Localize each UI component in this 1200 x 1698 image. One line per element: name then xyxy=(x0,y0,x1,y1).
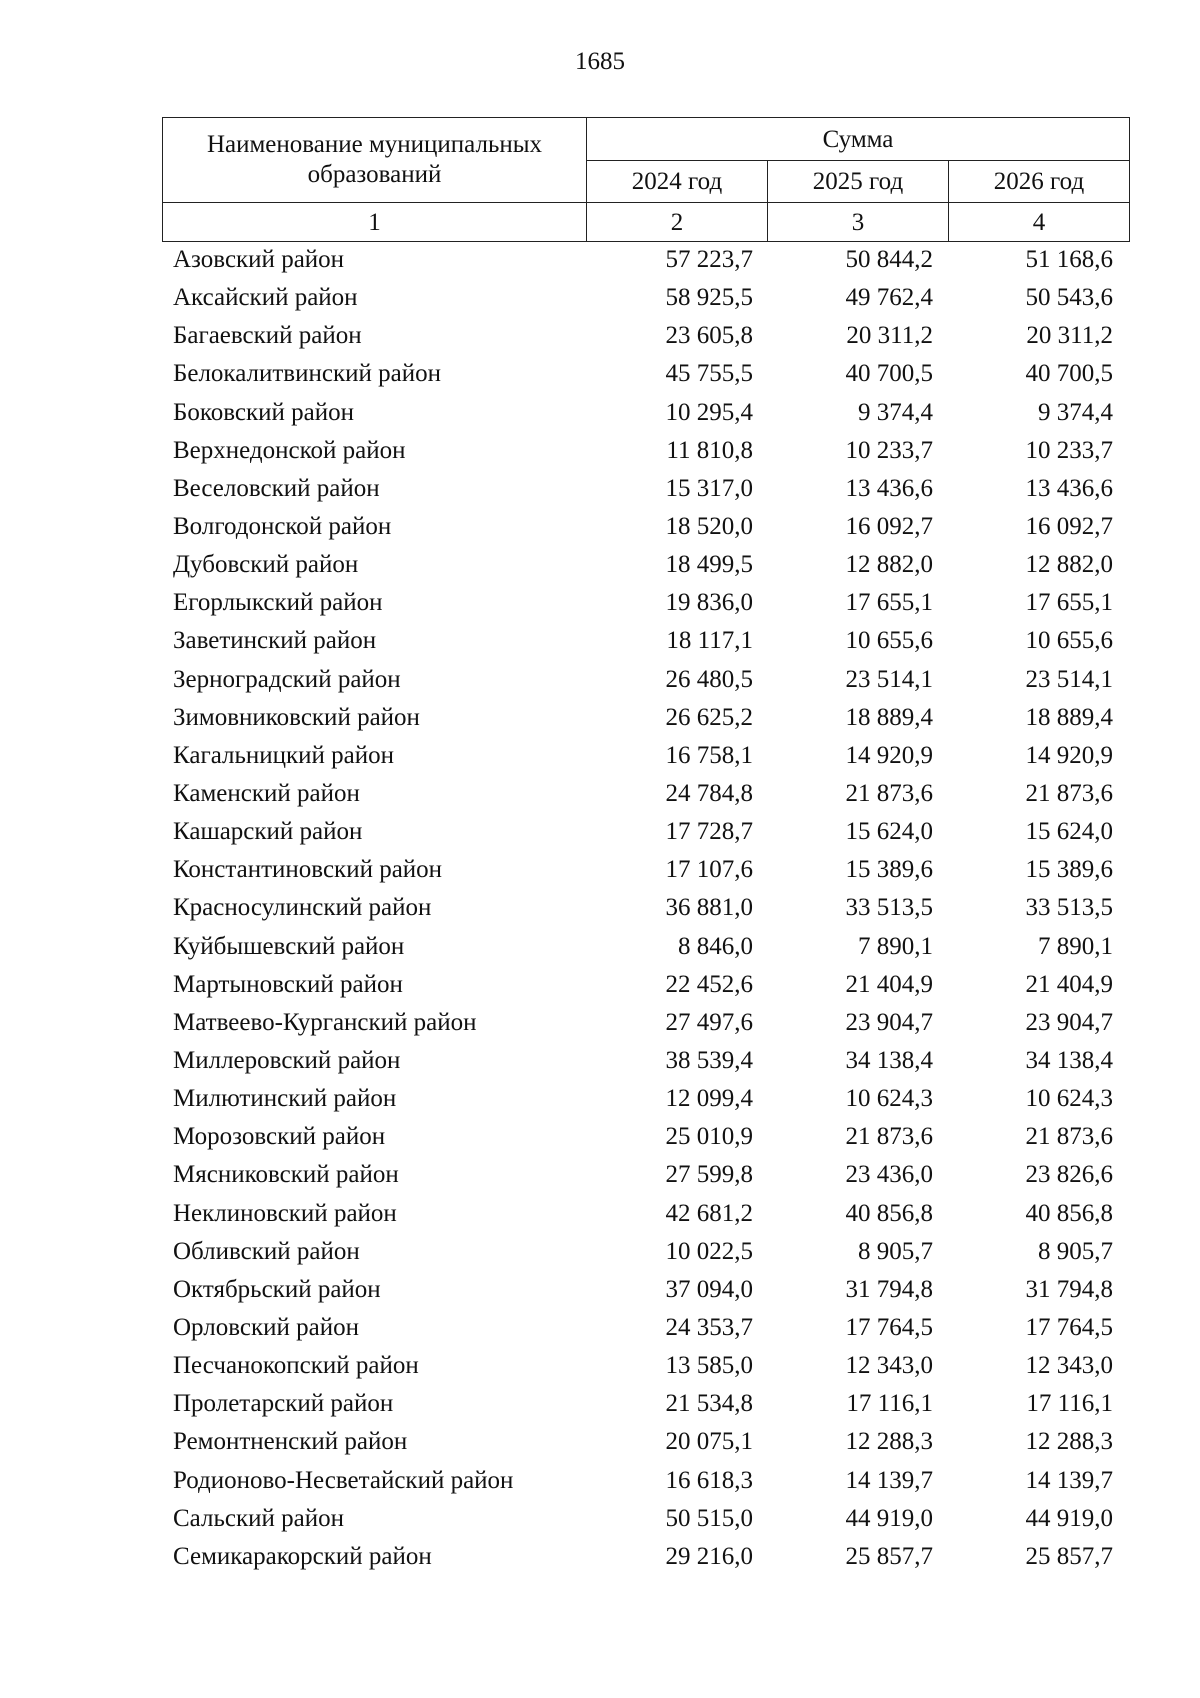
value-2026: 9 374,4 xyxy=(1038,398,1113,426)
value-2025: 13 436,6 xyxy=(845,474,933,502)
value-2024: 36 881,0 xyxy=(665,894,753,922)
column-number-1: 1 xyxy=(163,203,587,242)
value-2026: 12 343,0 xyxy=(1025,1352,1113,1380)
municipality-name: Кашарский район xyxy=(173,818,363,846)
value-2026: 10 624,3 xyxy=(1025,1085,1113,1113)
municipality-name: Песчанокопский район xyxy=(173,1352,419,1380)
municipality-name: Родионово-Несветайский район xyxy=(173,1466,514,1494)
table-row xyxy=(162,699,1124,737)
table-row xyxy=(162,279,1124,317)
value-2024: 10 022,5 xyxy=(665,1237,753,1265)
value-2025: 21 873,6 xyxy=(845,1123,933,1151)
value-2024: 38 539,4 xyxy=(665,1047,753,1075)
value-2026: 25 857,7 xyxy=(1025,1542,1113,1570)
table-row xyxy=(162,1385,1124,1423)
value-2025: 20 311,2 xyxy=(846,322,933,350)
municipality-name: Сальский район xyxy=(173,1504,344,1532)
value-2025: 17 655,1 xyxy=(845,589,933,617)
value-2025: 15 624,0 xyxy=(845,818,933,846)
value-2026: 10 233,7 xyxy=(1025,436,1113,464)
value-2025: 21 404,9 xyxy=(845,970,933,998)
value-2025: 23 904,7 xyxy=(845,1008,933,1036)
municipality-name: Веселовский район xyxy=(173,474,380,502)
municipality-name: Ремонтненский район xyxy=(173,1428,408,1456)
municipality-name: Обливский район xyxy=(173,1237,360,1265)
column-number-4: 4 xyxy=(949,203,1130,242)
value-2026: 16 092,7 xyxy=(1025,513,1113,541)
table-row xyxy=(162,1462,1124,1500)
table-row xyxy=(162,546,1124,584)
value-2024: 17 107,6 xyxy=(665,856,753,884)
value-2026: 10 655,6 xyxy=(1025,627,1113,655)
column-header-name: Наименование муниципальных образований xyxy=(163,118,587,203)
value-2026: 51 168,6 xyxy=(1025,246,1113,274)
municipality-name: Пролетарский район xyxy=(173,1390,394,1418)
value-2025: 18 889,4 xyxy=(845,703,933,731)
value-2024: 18 499,5 xyxy=(665,551,753,579)
value-2026: 13 436,6 xyxy=(1025,474,1113,502)
table-row xyxy=(162,355,1124,393)
value-2026: 12 882,0 xyxy=(1025,551,1113,579)
table-row xyxy=(162,1004,1124,1042)
municipality-name: Верхнедонской район xyxy=(173,436,406,464)
table-row xyxy=(162,737,1124,775)
municipality-name: Красносулинский район xyxy=(173,894,432,922)
table-row xyxy=(162,889,1124,927)
municipality-name: Азовский район xyxy=(173,246,345,274)
value-2025: 10 655,6 xyxy=(845,627,933,655)
table-row xyxy=(162,1271,1124,1309)
value-2024: 24 353,7 xyxy=(665,1314,753,1341)
table-row xyxy=(162,1042,1124,1080)
value-2025: 14 139,7 xyxy=(845,1466,933,1494)
table-row xyxy=(162,851,1124,889)
table-row xyxy=(162,1500,1124,1538)
value-2024: 50 515,0 xyxy=(665,1504,753,1532)
column-header-sum: Сумма xyxy=(587,118,1130,161)
value-2025: 25 857,7 xyxy=(845,1542,933,1570)
value-2025: 8 905,7 xyxy=(858,1237,933,1265)
value-2024: 12 099,4 xyxy=(665,1085,753,1113)
value-2026: 14 920,9 xyxy=(1025,741,1113,769)
value-2026: 8 905,7 xyxy=(1038,1237,1113,1265)
value-2025: 34 138,4 xyxy=(845,1047,933,1075)
table-row xyxy=(162,928,1124,966)
value-2024: 27 497,6 xyxy=(665,1008,753,1036)
municipality-name: Константиновский район xyxy=(173,856,443,884)
value-2026: 18 889,4 xyxy=(1025,703,1113,731)
column-header-year-2024: 2024 год xyxy=(587,161,768,203)
value-2026: 15 389,6 xyxy=(1025,856,1113,884)
value-2024: 19 836,0 xyxy=(665,589,753,617)
value-2024: 37 094,0 xyxy=(665,1275,753,1303)
value-2026: 21 404,9 xyxy=(1025,970,1113,998)
value-2026: 12 288,3 xyxy=(1025,1428,1113,1456)
value-2024: 16 758,1 xyxy=(665,741,753,769)
value-2024: 23 605,8 xyxy=(665,322,753,350)
value-2026: 40 856,8 xyxy=(1025,1199,1113,1227)
table-row xyxy=(162,813,1124,851)
value-2026: 21 873,6 xyxy=(1025,1123,1113,1151)
table-row xyxy=(162,317,1124,355)
table-row xyxy=(162,1538,1124,1576)
municipality-name: Семикаракорский район xyxy=(173,1542,432,1570)
municipality-name: Волгодонской район xyxy=(173,513,392,541)
value-2025: 12 343,0 xyxy=(845,1352,933,1380)
table-row xyxy=(162,394,1124,432)
value-2025: 10 624,3 xyxy=(845,1085,933,1113)
value-2026: 17 116,1 xyxy=(1026,1390,1113,1418)
value-2025: 17 764,5 xyxy=(845,1314,933,1341)
value-2025: 12 882,0 xyxy=(845,551,933,579)
municipality-name: Зимовниковский район xyxy=(173,703,420,731)
value-2024: 13 585,0 xyxy=(665,1352,753,1380)
value-2026: 44 919,0 xyxy=(1025,1504,1113,1532)
table-row xyxy=(162,1080,1124,1118)
column-number-2: 2 xyxy=(587,203,768,242)
value-2026: 7 890,1 xyxy=(1038,932,1113,960)
municipality-name: Егорлыкский район xyxy=(173,589,383,617)
municipality-name: Каменский район xyxy=(173,780,360,808)
municipality-name: Кагальницкий район xyxy=(173,741,395,769)
table-header xyxy=(162,117,1130,242)
municipality-name: Аксайский район xyxy=(173,284,358,312)
table-row xyxy=(162,1233,1124,1271)
value-2024: 27 599,8 xyxy=(665,1161,753,1189)
value-2024: 26 480,5 xyxy=(665,665,753,693)
value-2026: 50 543,6 xyxy=(1025,284,1113,312)
value-2025: 49 762,4 xyxy=(845,284,933,312)
page-number: 1685 xyxy=(575,48,625,75)
value-2024: 16 618,3 xyxy=(665,1466,753,1494)
value-2026: 23 826,6 xyxy=(1025,1161,1113,1189)
value-2025: 10 233,7 xyxy=(845,436,933,464)
table-row xyxy=(162,775,1124,813)
municipality-name: Морозовский район xyxy=(173,1123,386,1151)
value-2025: 7 890,1 xyxy=(858,932,933,960)
table-row xyxy=(162,508,1124,546)
value-2026: 17 764,5 xyxy=(1025,1314,1113,1341)
municipality-name: Зерноградский район xyxy=(173,665,401,693)
value-2024: 15 317,0 xyxy=(665,474,753,502)
municipality-name: Заветинский район xyxy=(173,627,377,655)
value-2026: 23 514,1 xyxy=(1025,665,1113,693)
value-2026: 34 138,4 xyxy=(1025,1047,1113,1075)
value-2026: 20 311,2 xyxy=(1026,322,1113,350)
value-2024: 10 295,4 xyxy=(665,398,753,426)
value-2024: 20 075,1 xyxy=(665,1428,753,1456)
value-2025: 33 513,5 xyxy=(845,894,933,922)
table-row xyxy=(162,241,1124,279)
municipality-name: Дубовский район xyxy=(173,551,359,579)
municipality-name: Неклиновский район xyxy=(173,1199,397,1227)
value-2025: 40 856,8 xyxy=(845,1199,933,1227)
value-2024: 25 010,9 xyxy=(665,1123,753,1151)
value-2026: 33 513,5 xyxy=(1025,894,1113,922)
municipality-name: Милютинский район xyxy=(173,1085,397,1113)
value-2026: 40 700,5 xyxy=(1025,360,1113,388)
value-2024: 22 452,6 xyxy=(665,970,753,998)
value-2024: 17 728,7 xyxy=(665,818,753,846)
table-row xyxy=(162,661,1124,699)
column-header-year-2025: 2025 год xyxy=(768,161,949,203)
table-body xyxy=(162,241,1124,1576)
table-row xyxy=(162,1423,1124,1461)
value-2024: 18 117,1 xyxy=(666,627,753,655)
table-row xyxy=(162,622,1124,660)
value-2025: 15 389,6 xyxy=(845,856,933,884)
value-2025: 23 514,1 xyxy=(845,665,933,693)
municipality-name: Орловский район xyxy=(173,1314,359,1341)
table-row xyxy=(162,470,1124,508)
value-2025: 21 873,6 xyxy=(845,780,933,808)
value-2025: 31 794,8 xyxy=(845,1275,933,1303)
table-row xyxy=(162,1195,1124,1233)
municipality-name: Мясниковский район xyxy=(173,1161,399,1189)
value-2024: 21 534,8 xyxy=(665,1390,753,1418)
value-2024: 57 223,7 xyxy=(665,246,753,274)
value-2025: 44 919,0 xyxy=(845,1504,933,1532)
table-row xyxy=(162,584,1124,622)
value-2025: 50 844,2 xyxy=(845,246,933,274)
value-2024: 42 681,2 xyxy=(665,1199,753,1227)
municipality-name: Боковский район xyxy=(173,398,354,426)
municipality-name: Октябрьский район xyxy=(173,1275,381,1303)
value-2026: 15 624,0 xyxy=(1025,818,1113,846)
value-2025: 40 700,5 xyxy=(845,360,933,388)
value-2024: 45 755,5 xyxy=(665,360,753,388)
value-2024: 29 216,0 xyxy=(665,1542,753,1570)
column-number-3: 3 xyxy=(768,203,949,242)
value-2025: 14 920,9 xyxy=(845,741,933,769)
table-row xyxy=(162,1156,1124,1194)
column-header-year-2026: 2026 год xyxy=(949,161,1130,203)
value-2025: 17 116,1 xyxy=(846,1390,933,1418)
municipality-name: Матвеево-Курганский район xyxy=(173,1008,477,1036)
value-2024: 18 520,0 xyxy=(665,513,753,541)
value-2024: 58 925,5 xyxy=(665,284,753,312)
value-2025: 23 436,0 xyxy=(845,1161,933,1189)
table-row xyxy=(162,1118,1124,1156)
value-2026: 31 794,8 xyxy=(1025,1275,1113,1303)
value-2026: 21 873,6 xyxy=(1025,780,1113,808)
value-2025: 9 374,4 xyxy=(858,398,933,426)
value-2024: 26 625,2 xyxy=(665,703,753,731)
value-2025: 16 092,7 xyxy=(845,513,933,541)
municipality-name: Багаевский район xyxy=(173,322,362,350)
value-2026: 17 655,1 xyxy=(1025,589,1113,617)
value-2024: 24 784,8 xyxy=(665,780,753,808)
municipality-name: Белокалитвинский район xyxy=(173,360,441,388)
municipality-name: Куйбышевский район xyxy=(173,932,405,960)
municipality-name: Мартыновский район xyxy=(173,970,403,998)
table-row xyxy=(162,432,1124,470)
value-2025: 12 288,3 xyxy=(845,1428,933,1456)
value-2024: 11 810,8 xyxy=(666,436,753,464)
municipality-name: Миллеровский район xyxy=(173,1047,401,1075)
value-2026: 23 904,7 xyxy=(1025,1008,1113,1036)
table-row xyxy=(162,966,1124,1004)
value-2026: 14 139,7 xyxy=(1025,1466,1113,1494)
table-row xyxy=(162,1309,1124,1347)
value-2024: 8 846,0 xyxy=(678,932,753,960)
table-row xyxy=(162,1347,1124,1385)
